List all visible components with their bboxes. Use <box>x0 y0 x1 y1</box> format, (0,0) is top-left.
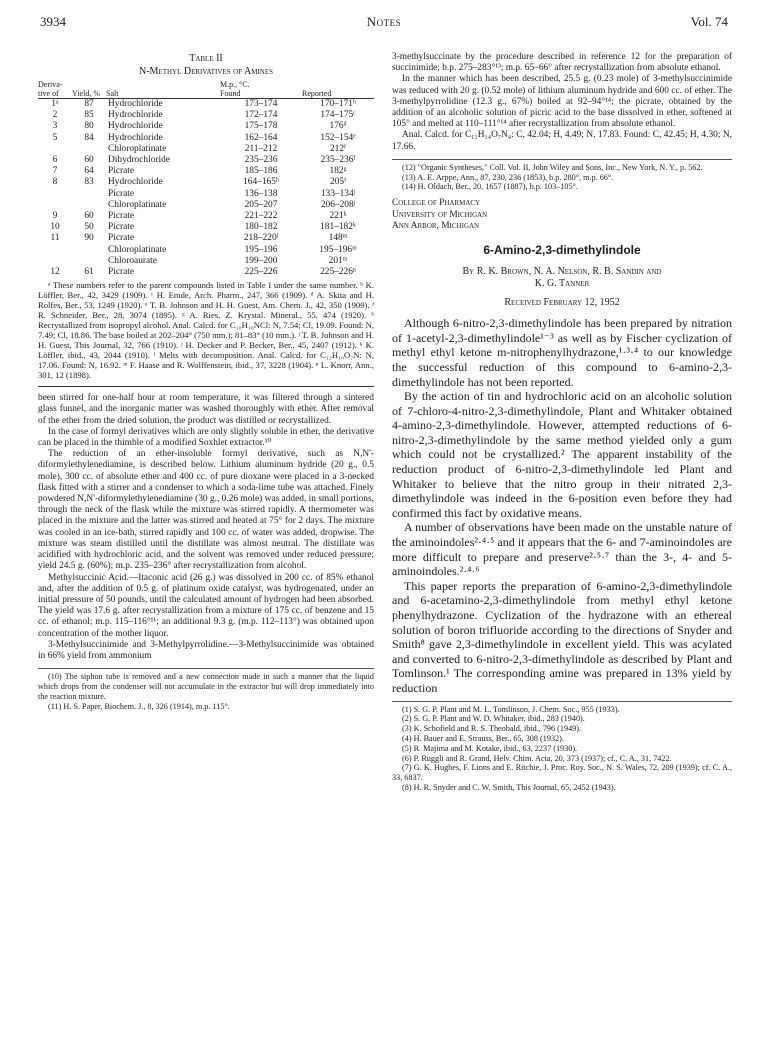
cell-salt: Picrate <box>108 222 135 233</box>
cell-found: 175–178 <box>244 121 278 132</box>
cell-salt: Hydrochloride <box>108 177 163 188</box>
cell-found: 185–186 <box>244 166 278 177</box>
cell-yield: 80 <box>84 121 94 132</box>
cell-deriv: 2 <box>52 110 58 121</box>
left-references <box>38 668 374 711</box>
cell-found: 173–174 <box>244 99 278 109</box>
cell-deriv <box>38 189 72 200</box>
cell-reported: 181–182ᵏ <box>320 222 356 233</box>
paragraph: 3-Methylsuccinimide and 3-Methylpyrrolidine.—3-Methylsuccinimide was obtained in 66% yield from ammonium <box>38 639 374 661</box>
cell-salt: Picrate <box>108 166 135 177</box>
paragraph: Anal. Calcd. for C₁₁H₁₄O₇N₄: C, 42.04; H, 4.49; N, 17.83. Found: C, 42.45; H, 4.30; N, 17.66. <box>392 130 732 152</box>
cell-reported: 195–196ᵐ <box>319 244 357 255</box>
cell-yield: 61 <box>84 267 94 278</box>
cell-salt: Picrate <box>108 211 135 222</box>
cell-yield: 64 <box>84 166 94 177</box>
paragraph: Although 6-nitro-2,3-dimethylindole has been prepared by nitration of 1-acetyl-2,3-dimethylindole¹⁻³ as well as by Fischer cyclization of methyl ethyl ketone m-nitrophenylhydrazone,¹·³·⁴ to our knowledge the successful reduction of this compound to 6-amino-2,3-dimethylindole has not been reported. <box>392 316 732 389</box>
cell-reported: 133–134ʲ <box>320 188 356 199</box>
cell-reported: 212ᶠ <box>329 143 347 154</box>
cell-deriv: 11 <box>50 233 60 244</box>
cell-salt: Chloroaurate <box>108 255 157 266</box>
authors-line: K. G. Tanner <box>534 277 590 289</box>
reference: (7) G. K. Hughes, F. Lions and E. Ritchie, J. Proc. Roy. Soc., N. S. Wales, 72, 209 (1939); cf. C. A., 33, 6837. <box>392 763 732 783</box>
reference: (11) H. S. Paper, Biochem. J., 8, 326 (1914), m.p. 115°. <box>48 701 230 711</box>
paragraph: By the action of tin and hydrochloric acid on an alcoholic solution of 7-chloro-4-nitro-2,3-dimethylindole, Plant and Whitaker obtained 4-amino-2,3-dimethylindole. However, attempted reductions of 6-nitro-2,3-dimethylindole by the same method yielded only a gum which could not be crystallized.² The apparent instability of the reduction product of 6-nitro-2,3-dimethylindole led Plant and Whitaker to believe that the nitro group in their nitrated 2,3-dimethylindole was indeed in the 6-position even before they had confirmed this fact by oxidative means. <box>392 389 732 520</box>
cell-reported: 182ᵍ <box>329 166 347 177</box>
affiliation-line: Ann Arbor, Michigan <box>392 221 480 232</box>
cell-reported: 221ᵏ <box>329 211 347 222</box>
cell-reported: 235–236ᶠ <box>320 155 356 166</box>
cell-found: 180–182 <box>244 222 278 233</box>
table-subtitle: N-Methyl Derivatives of Amines <box>138 66 274 77</box>
authors <box>392 266 732 290</box>
reference: (8) H. R. Snyder and C. W. Smith, This Journal, 65, 2452 (1943). <box>402 782 616 792</box>
affiliation-line: University of Michigan <box>392 209 488 220</box>
col-salt: Salt <box>106 80 220 99</box>
volume-number: Vol. 74 <box>690 14 728 29</box>
cell-yield <box>72 256 106 267</box>
cell-found: 172–174 <box>244 110 278 121</box>
reference: (13) A. E. Arppe, Ann., 87, 230, 236 (1853), b.p. 280°, m.p. 66°. <box>402 172 614 182</box>
paragraph: 3-methylsuccinate by the procedure described in reference 12 for the preparation of succinimide; b.p. 275–283°¹³; m.p. 65–66° after recrystallization from absolute ethanol. <box>392 52 732 74</box>
affiliation-line: College of Pharmacy <box>392 198 481 209</box>
cell-salt: Picrate <box>108 233 135 244</box>
cell-found: 218–220ˡ <box>243 233 279 244</box>
derivatives-table <box>38 80 374 278</box>
experimental-text <box>38 393 374 662</box>
cell-salt: Hydrochloride <box>108 121 163 132</box>
table-row <box>38 99 374 111</box>
table-row <box>38 267 374 278</box>
reference: (12) "Organic Syntheses," Coll. Vol. II, John Wiley and Sons, Inc., New York, N. Y., p. 562. <box>402 162 703 172</box>
cell-yield: 83 <box>84 177 94 188</box>
cell-reported: 176ᵈ <box>329 121 347 132</box>
paragraph: A number of observations have been made on the unstable nature of the aminoindoles²·⁴·⁵ and it appears that the 6- and 7-aminoindoles are more difficult to prepare and preserve²·⁵·⁷ than the 3-, 4- and 5-aminoindoles.²·⁴·⁶ <box>392 520 732 579</box>
table-row <box>38 233 374 244</box>
reference: (5) R. Majima and M. Kotake, ibid., 63, 2237 (1930). <box>402 743 578 753</box>
reference: (3) K. Schofield and R. S. Theobald, ibid., 796 (1949). <box>402 724 582 734</box>
col-mp: M.p., °C. <box>220 80 250 89</box>
paragraph: This paper reports the preparation of 6-amino-2,3-dimethylindole and 6-acetamino-2,3-dimethylindole from methyl ethyl ketone phenylhydrazone. Cyclization of the hydrazone with an ethereal solution of boron trifluoride according to the directions of Snyder and Smith⁸ gave 2,3-dimethylindole in excellent yield. This was acylated and converted to 6-nitro-2,3-dimethylindole as described by Plant and Tomlinson.¹ The corresponding amine was prepared in 13% yield by reduction <box>392 578 732 695</box>
cell-reported: 148ᵐ <box>328 233 348 244</box>
cell-yield <box>72 245 106 256</box>
cell-found: 205–207 <box>244 199 278 210</box>
cell-found: 211–212 <box>244 143 278 154</box>
right-references-top <box>392 159 732 192</box>
cell-found: 235–236 <box>244 155 278 166</box>
cell-reported: 225–226ⁿ <box>320 267 356 278</box>
cell-reported: 170–171ᵇ <box>320 99 356 109</box>
cell-reported: 152–154ᵉ <box>320 132 356 143</box>
table-title: Table II <box>189 53 223 64</box>
table-row <box>38 121 374 132</box>
paragraph: In the case of formyl derivatives which are only slightly soluble in ether, the derivative can be placed in the thimble of a modified Soxhlet extractor.¹⁰ <box>38 426 374 449</box>
cell-found: 162–164 <box>244 132 278 143</box>
cell-found: 136–138 <box>244 188 278 199</box>
table-row <box>38 110 374 121</box>
paragraph: In the manner which has been described, 25.5 g. (0.23 mole) of 3-methylsuccinimide was reduced with 20 g. (0.52 mole) of lithium aluminum hydride and 600 cc. of ether. The 3-methylpyrrolidine (12.3 g., 67%) boiled at 92–94°¹⁴; the picrate, obtained by the addition of an alcoholic solution of picric acid to the base dissolved in ether, softened at 105° and melted at 110–111°¹⁴ after recrystallization from absolute ethanol. <box>392 74 732 130</box>
cell-found: 195–196 <box>244 244 278 255</box>
cell-deriv: 6 <box>52 155 58 166</box>
cell-yield: 84 <box>84 132 94 143</box>
running-header <box>40 14 728 34</box>
cell-found: 221–222 <box>244 211 278 222</box>
paragraph: been stirred for one-half hour at room temperature, it was filtered through a sintered glass funnel, and the inorganic matter was washed thoroughly with ether. After removal of the ether from the dried solution, the product was distilled or recrystallized. <box>38 393 374 426</box>
table-row <box>38 189 374 200</box>
reference: (10) The siphon tube is removed and a new connection made in such a manner that the liquid which drops from the condenser will not accumulate in the extractor but will drop immediately into the reaction mixture. <box>38 672 374 701</box>
table-row <box>38 144 374 155</box>
reference: (6) P. Ruggli and R. Grand, Helv. Chim. Acta, 20, 373 (1937); cf., C. A., 31, 7422. <box>402 753 672 763</box>
table-row <box>38 155 374 166</box>
cell-reported: 174–175ᶜ <box>320 110 356 121</box>
section-title: Notes <box>366 14 402 29</box>
cell-deriv <box>38 144 72 155</box>
received-date: Received February 12, 1952 <box>504 296 620 308</box>
right-column <box>392 52 732 793</box>
table-row <box>38 222 374 233</box>
table-row <box>38 177 374 188</box>
cell-deriv: 12 <box>50 267 60 278</box>
cell-found: 199–200 <box>244 255 278 266</box>
paragraph: Methylsuccinic Acid.—Itaconic acid (26 g.) was dissolved in 200 cc. of 85% ethanol and, after the addition of 0.5 g. of platinum oxide catalyst, was hydrogenated, under an initial pressure of 50 pounds, until the calculated amount of hydrogen had been absorbed. The yield was 17.6 g. after recrystallization from a mixture of 175 cc. of benzene and 15 cc. of ethanol; m.p. 115–116°¹¹; an additional 9.3 g. (m.p. 112–113°) was obtained upon concentration of the mother liquor. <box>38 572 374 639</box>
cell-deriv: 7 <box>52 166 58 177</box>
cell-yield <box>72 189 106 200</box>
cell-salt: Picrate <box>108 188 135 199</box>
article-references <box>392 701 732 793</box>
cell-deriv: 9 <box>52 211 58 222</box>
col-reported: Reported <box>302 80 374 99</box>
reference: (4) H. Bauer and E. Strauss, Ber., 65, 308 (1932). <box>402 733 564 743</box>
cell-deriv: 3 <box>52 121 58 132</box>
col-found <box>220 80 302 99</box>
cell-found: 164–165ʰ <box>243 177 279 188</box>
cell-salt: Chloroplatinate <box>108 199 167 210</box>
left-column <box>38 52 374 711</box>
cell-salt: Picrate <box>108 267 135 278</box>
cell-yield <box>72 144 106 155</box>
cell-salt: Hydrochloride <box>108 110 163 121</box>
cell-reported: 206–208ʲ <box>320 199 356 210</box>
page-number: 3934 <box>40 14 66 29</box>
table-footnotes: ᵃ These numbers refer to the parent compounds listed in Table I under the same number. ᵇ K. Löffler, Ber., 42, 3429 (1909). ᶜ H. Emde, Arch. Pharm., 247, 366 (1909). ᵈ A. Skita and H. Rolfes, Ber., 53, 1249 (1920). ᵉ T. B. Johnson and H. H. Guest, Am. Chem. J., 42, 350 (1909). ᶠ R. Schneider, Ber., 28, 3074 (1895). ᵍ A. Ries, Z. Krystal. Mineral., 55, 474 (1920). ʰ Recrystallized from isopropyl alcohol. Anal. Calcd. for C₁₀H₁₆NCl: N, 7.54; Cl, 19.09. Found: N, 7.49; Cl, 18.86. The base boiled at 202–204° (750 mm.); 81–83° (10 mm.). ʲ T. B. Johnson and H. H. Guest, This Journal, 32, 766 (1910). ʲ H. Decker and P. Becker, Ber., 45, 2407 (1912). ᵏ K. Löffler, ibid., 43, 2044 (1910). ˡ Melts with decomposition. Anal. Calcd. for C₁₂H₁₀O₇N: N, 17.06. Found: N, 16.92. ᵐ F. Haase and R. Wolffenstein, ibid., 37, 3228 (1904). ⁿ L. Knorr, Ann., 301, 12 (1898). <box>38 280 374 387</box>
cell-salt: Chloroplatinate <box>108 143 167 154</box>
cell-deriv <box>38 245 72 256</box>
table-row <box>38 256 374 267</box>
cell-deriv: 10 <box>50 222 60 233</box>
cell-deriv <box>38 256 72 267</box>
table-row <box>38 200 374 211</box>
col-found-label: Found <box>220 89 241 98</box>
cell-deriv: 5 <box>52 132 58 143</box>
table-row <box>38 211 374 222</box>
cell-yield: 50 <box>84 222 94 233</box>
cell-deriv: 1ᵃ <box>51 99 59 109</box>
cell-reported: 201ᵐ <box>328 255 348 266</box>
reference: (1) S. G. P. Plant and M. L. Tomlinson, J. Chem. Soc., 955 (1933). <box>402 704 620 714</box>
cell-yield <box>72 200 106 211</box>
cell-salt: Hydrochloride <box>108 132 163 143</box>
cell-reported: 205ⁱ <box>330 177 346 188</box>
col-yield: Yield, % <box>72 80 106 99</box>
table-row <box>38 245 374 256</box>
cell-yield: 90 <box>84 233 94 244</box>
cell-deriv: 8 <box>52 177 58 188</box>
cell-deriv <box>38 200 72 211</box>
authors-line: By R. K. Brown, N. A. Nelson, R. B. Sandin and <box>462 265 662 277</box>
article-title: 6-Amino-2,3-dimethylindole <box>483 242 641 257</box>
article-body <box>392 316 732 695</box>
cell-yield: 87 <box>84 99 94 109</box>
table-row <box>38 133 374 144</box>
paragraph: The reduction of an ether-insoluble formyl derivative, such as N,N'-diformylethylenediamine, is described below. Lithium aluminum hydride (20 g., 0.5 mole), 300 cc. of absolute ether and 400 cc. of pure dioxane were placed in a 3-necked flask fitted with a stirrer and a condenser to which a soda-lime tube was attached. Finely powdered N,N'-diformylethylenediamine (30 g., 0.26 mole) was added, in small portions, through the neck of the flask while the mixture was stirred rapidly. A thermometer was placed in the mixture and the latter was stirred and heated at 75° for 2 days. The mixture was cooled in an ice-bath, stirred rapidly and 100 cc. of water was added, dropwise. The mixture was steam distilled until the distillate was almost neutral. The distillate was acidified with hydrochloric acid, and the solvent was removed under reduced pressure; yield 24.5 g. (60%); m.p. 235–236° after recrystallization from alcohol. <box>38 449 374 572</box>
reference: (2) S. G. P. Plant and W. D. Whitaker, ibid., 283 (1940). <box>402 714 585 724</box>
affiliation <box>392 198 732 233</box>
cell-found: 225–226 <box>244 267 278 278</box>
table-row <box>38 166 374 177</box>
cell-salt: Chloroplatinate <box>108 244 167 255</box>
cell-salt: Hydrochloride <box>108 99 163 109</box>
cell-yield: 85 <box>84 110 94 121</box>
cell-salt: Dihydrochloride <box>108 155 170 166</box>
col-deriv: Deriva-tive of <box>38 80 72 99</box>
cell-yield: 60 <box>84 155 94 166</box>
cell-yield: 60 <box>84 211 94 222</box>
reference: (14) H. Oldach, Ber., 20, 1657 (1887), b.p. 103–105°. <box>402 182 578 192</box>
